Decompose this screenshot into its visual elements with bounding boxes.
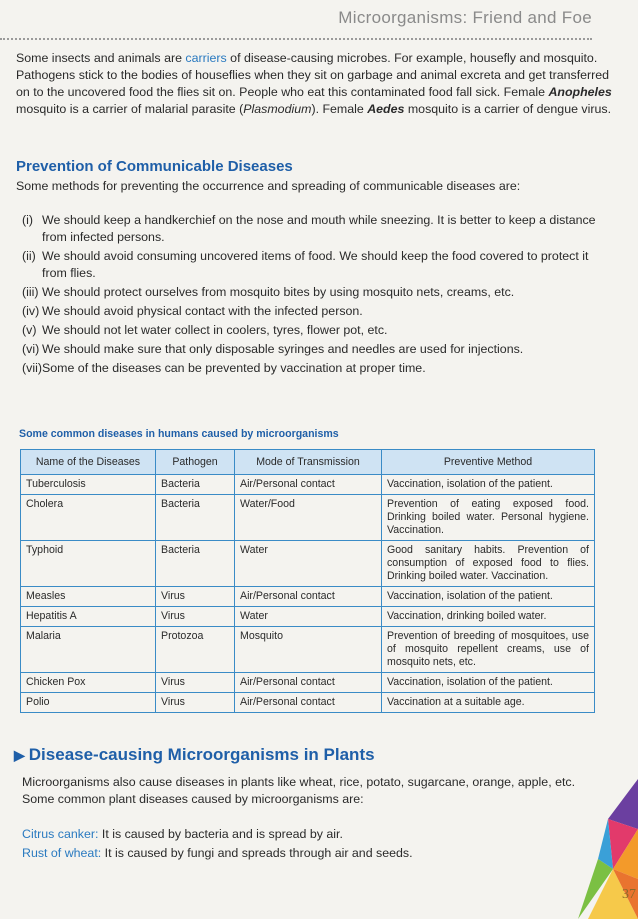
table-cell: Hepatitis A — [21, 607, 156, 627]
table-cell: Virus — [156, 673, 235, 693]
list-item-text: Some of the diseases can be prevented by vaccination at proper time. — [42, 361, 426, 375]
list-item-number: (iv) — [22, 304, 40, 318]
table-cell: Vaccination at a suitable age. — [382, 693, 595, 713]
list-item — [16, 303, 616, 320]
intro-text-1: Some insects and animals are — [16, 51, 186, 65]
list-item-text: We should avoid consuming uncovered items of food. We should keep the food covered to protect it from flies. — [42, 249, 589, 280]
list-item-number: (vii) — [22, 361, 42, 375]
table-cell: Water — [235, 607, 382, 627]
intro-text-4: ). Female — [311, 102, 368, 116]
table-cell: Virus — [156, 587, 235, 607]
intro-text-2: of disease-causing microbes. For example, housefly and mosquito. Pathogens stick to the bodies of houseflies when they sit on garbage and animal excreta and get transferred on to the uncovered food the flies sit on. People who eat this contaminated food fall sick. Female — [16, 51, 610, 99]
table-row — [21, 587, 595, 607]
table-cell: Prevention of eating exposed food. Drinking boiled water. Personal hygiene. Vaccination. — [382, 495, 595, 541]
table-cell: Air/Personal contact — [235, 673, 382, 693]
table-cell: Prevention of breeding of mosquitoes, use of mosquito repellent creams, use of mosquito nets, etc. — [382, 627, 595, 673]
table-cell: Air/Personal contact — [235, 475, 382, 495]
table-cell: Air/Personal contact — [235, 587, 382, 607]
table-cell: Chicken Pox — [21, 673, 156, 693]
column-header: Mode of Transmission — [235, 450, 382, 475]
prevention-heading: Prevention of Communicable Diseases — [16, 158, 293, 175]
list-item-text: We should avoid physical contact with the infected person. — [42, 304, 363, 318]
page-number: 37 — [622, 887, 636, 902]
table-cell: Water/Food — [235, 495, 382, 541]
table-row — [21, 607, 595, 627]
table-cell: Virus — [156, 607, 235, 627]
prevention-list — [16, 212, 616, 379]
header-dotted-rule — [0, 38, 592, 40]
list-item-text: We should make sure that only disposable syringes and needles are used for injections. — [42, 342, 524, 356]
term-carriers: carriers — [185, 51, 227, 65]
list-item-text: We should not let water collect in coolers, tyres, flower pot, etc. — [42, 323, 388, 337]
plant-disease-item — [22, 826, 343, 843]
table-cell: Vaccination, isolation of the patient. — [382, 587, 595, 607]
table-cell: Measles — [21, 587, 156, 607]
column-header: Preventive Method — [382, 450, 595, 475]
list-item — [16, 360, 616, 377]
table-cell: Vaccination, isolation of the patient. — [382, 475, 595, 495]
table-cell: Protozoa — [156, 627, 235, 673]
list-item-number: (vi) — [22, 342, 40, 356]
table-header-row — [21, 450, 595, 475]
plant-disease-item — [22, 845, 413, 862]
table-row — [21, 627, 595, 673]
list-item-number: (v) — [22, 323, 37, 337]
intro-text-3: mosquito is a carrier of malarial parasite ( — [16, 102, 244, 116]
intro-paragraph — [16, 50, 616, 118]
table-cell: Virus — [156, 693, 235, 713]
column-header: Name of the Diseases — [21, 450, 156, 475]
list-item-text: We should keep a handkerchief on the nose and mouth while sneezing. It is better to keep a distance from infected persons. — [42, 213, 596, 244]
term-anopheles: Anopheles — [548, 85, 612, 99]
table-cell: Polio — [21, 693, 156, 713]
running-head: Microorganisms: Friend and Foe — [338, 8, 592, 27]
list-item-number: (i) — [22, 213, 34, 227]
table-cell: Malaria — [21, 627, 156, 673]
diseases-table — [20, 449, 595, 713]
list-item-number: (ii) — [22, 249, 36, 263]
plants-heading-text: Disease-causing Microorganisms in Plants — [28, 745, 375, 764]
list-item-number: (iii) — [22, 285, 39, 299]
table-cell: Bacteria — [156, 475, 235, 495]
plant-disease-text: It is caused by bacteria and is spread by air. — [98, 827, 343, 841]
list-item — [16, 212, 616, 246]
table-cell: Air/Personal contact — [235, 693, 382, 713]
triangle-bullet-icon: ▶ — [14, 747, 25, 763]
plant-disease-text: It is caused by fungi and spreads through air and seeds. — [101, 846, 413, 860]
plants-intro: Microorganisms also cause diseases in plants like wheat, rice, potato, sugarcane, orange, apple, etc. Some common plant diseases caused by microorganisms are: — [22, 775, 576, 806]
table-row — [21, 673, 595, 693]
list-item-text: We should protect ourselves from mosquito bites by using mosquito nets, creams, etc. — [42, 285, 515, 299]
prevention-intro: Some methods for preventing the occurrence and spreading of communicable diseases are: — [16, 179, 521, 193]
table-cell: Water — [235, 541, 382, 587]
list-item — [16, 341, 616, 358]
term-plasmodium: Plasmodium — [243, 102, 312, 116]
list-item — [16, 284, 616, 301]
table-row — [21, 541, 595, 587]
table-cell: Cholera — [21, 495, 156, 541]
term-aedes: Aedes — [367, 102, 405, 116]
plant-disease-term: Citrus canker: — [22, 827, 99, 841]
table-row — [21, 475, 595, 495]
table-cell: Vaccination, drinking boiled water. — [382, 607, 595, 627]
plant-disease-term: Rust of wheat: — [22, 846, 102, 860]
table-cell: Mosquito — [235, 627, 382, 673]
plants-heading — [14, 745, 375, 765]
list-item — [16, 248, 616, 282]
table-cell: Typhoid — [21, 541, 156, 587]
column-header: Pathogen — [156, 450, 235, 475]
table-row — [21, 693, 595, 713]
table-caption: Some common diseases in humans caused by microorganisms — [19, 428, 339, 440]
intro-text-5: mosquito is a carrier of dengue virus. — [404, 102, 612, 116]
list-item — [16, 322, 616, 339]
table-cell: Vaccination, isolation of the patient. — [382, 673, 595, 693]
table-cell: Bacteria — [156, 495, 235, 541]
table-cell: Bacteria — [156, 541, 235, 587]
table-row — [21, 495, 595, 541]
table-cell: Good sanitary habits. Prevention of consumption of exposed food to flies. Drinking boiled water. Vaccination. — [382, 541, 595, 587]
table-cell: Tuberculosis — [21, 475, 156, 495]
